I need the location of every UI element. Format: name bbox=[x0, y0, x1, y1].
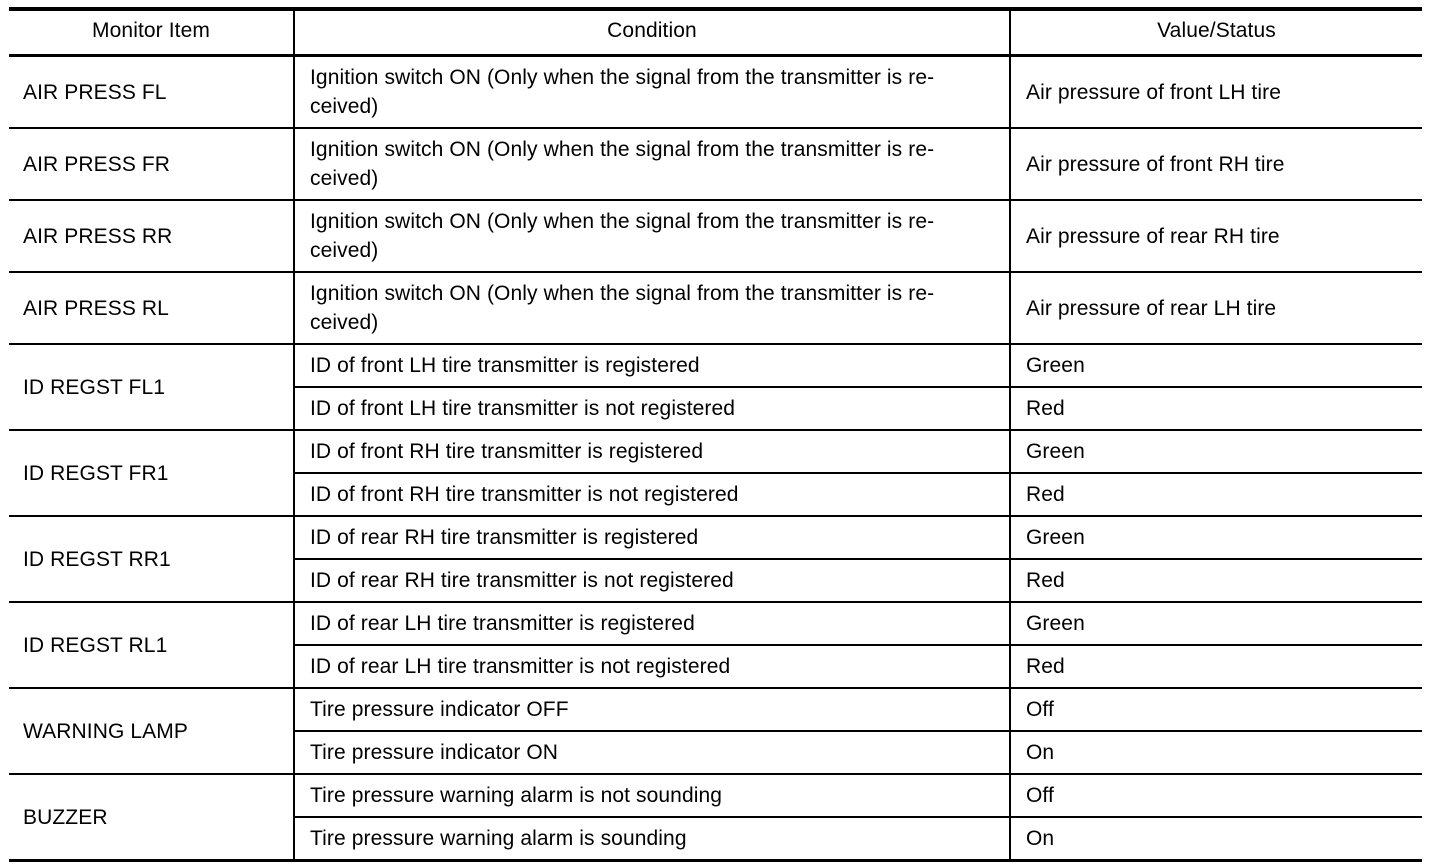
value-cell: Red bbox=[1010, 645, 1422, 688]
condition-cell: Tire pressure warning alarm is sounding bbox=[294, 817, 1010, 861]
monitor-item-cell: AIR PRESS FR bbox=[9, 128, 294, 200]
table-row bbox=[9, 688, 1422, 731]
value-cell: Air pressure of rear LH tire bbox=[1010, 272, 1422, 344]
condition-cell: Ignition switch ON (Only when the signal from the transmitter is re- ceived) bbox=[294, 272, 1010, 344]
condition-cell: Tire pressure indicator OFF bbox=[294, 688, 1010, 731]
table-row bbox=[9, 56, 1422, 129]
table-row bbox=[9, 128, 1422, 200]
header-condition: Condition bbox=[294, 9, 1010, 56]
value-cell: Red bbox=[1010, 559, 1422, 602]
value-cell: Green bbox=[1010, 516, 1422, 559]
value-cell: Green bbox=[1010, 430, 1422, 473]
condition-cell: ID of rear RH tire transmitter is registered bbox=[294, 516, 1010, 559]
value-cell: Air pressure of rear RH tire bbox=[1010, 200, 1422, 272]
value-cell: Air pressure of front RH tire bbox=[1010, 128, 1422, 200]
table-row bbox=[9, 430, 1422, 473]
monitor-item-cell: WARNING LAMP bbox=[9, 688, 294, 774]
value-cell: Air pressure of front LH tire bbox=[1010, 56, 1422, 129]
condition-cell: Ignition switch ON (Only when the signal from the transmitter is re- ceived) bbox=[294, 128, 1010, 200]
table-row bbox=[9, 774, 1422, 817]
table-row bbox=[9, 344, 1422, 387]
value-cell: On bbox=[1010, 817, 1422, 861]
value-cell: Green bbox=[1010, 344, 1422, 387]
monitor-item-cell: ID REGST FL1 bbox=[9, 344, 294, 430]
monitor-item-cell: AIR PRESS RR bbox=[9, 200, 294, 272]
monitor-item-cell: AIR PRESS FL bbox=[9, 56, 294, 129]
condition-cell: ID of front LH tire transmitter is registered bbox=[294, 344, 1010, 387]
header-monitor-item: Monitor Item bbox=[9, 9, 294, 56]
condition-cell: Tire pressure warning alarm is not sounding bbox=[294, 774, 1010, 817]
monitor-item-cell: ID REGST RR1 bbox=[9, 516, 294, 602]
table-row bbox=[9, 200, 1422, 272]
condition-cell: ID of rear RH tire transmitter is not registered bbox=[294, 559, 1010, 602]
header-value-status: Value/Status bbox=[1010, 9, 1422, 56]
condition-cell: Tire pressure indicator ON bbox=[294, 731, 1010, 774]
condition-cell: ID of front RH tire transmitter is registered bbox=[294, 430, 1010, 473]
value-cell: Green bbox=[1010, 602, 1422, 645]
monitor-table bbox=[9, 7, 1422, 862]
monitor-item-cell: ID REGST FR1 bbox=[9, 430, 294, 516]
monitor-item-cell: AIR PRESS RL bbox=[9, 272, 294, 344]
monitor-item-cell: BUZZER bbox=[9, 774, 294, 861]
value-cell: Red bbox=[1010, 387, 1422, 430]
table-row bbox=[9, 272, 1422, 344]
condition-cell: ID of rear LH tire transmitter is not registered bbox=[294, 645, 1010, 688]
value-cell: Off bbox=[1010, 774, 1422, 817]
monitor-item-cell: ID REGST RL1 bbox=[9, 602, 294, 688]
header-row bbox=[9, 9, 1422, 56]
condition-cell: Ignition switch ON (Only when the signal from the transmitter is re- ceived) bbox=[294, 56, 1010, 129]
condition-cell: Ignition switch ON (Only when the signal from the transmitter is re- ceived) bbox=[294, 200, 1010, 272]
condition-cell: ID of front LH tire transmitter is not registered bbox=[294, 387, 1010, 430]
condition-cell: ID of rear LH tire transmitter is registered bbox=[294, 602, 1010, 645]
value-cell: On bbox=[1010, 731, 1422, 774]
table-row bbox=[9, 516, 1422, 559]
table-row bbox=[9, 602, 1422, 645]
value-cell: Red bbox=[1010, 473, 1422, 516]
value-cell: Off bbox=[1010, 688, 1422, 731]
condition-cell: ID of front RH tire transmitter is not registered bbox=[294, 473, 1010, 516]
